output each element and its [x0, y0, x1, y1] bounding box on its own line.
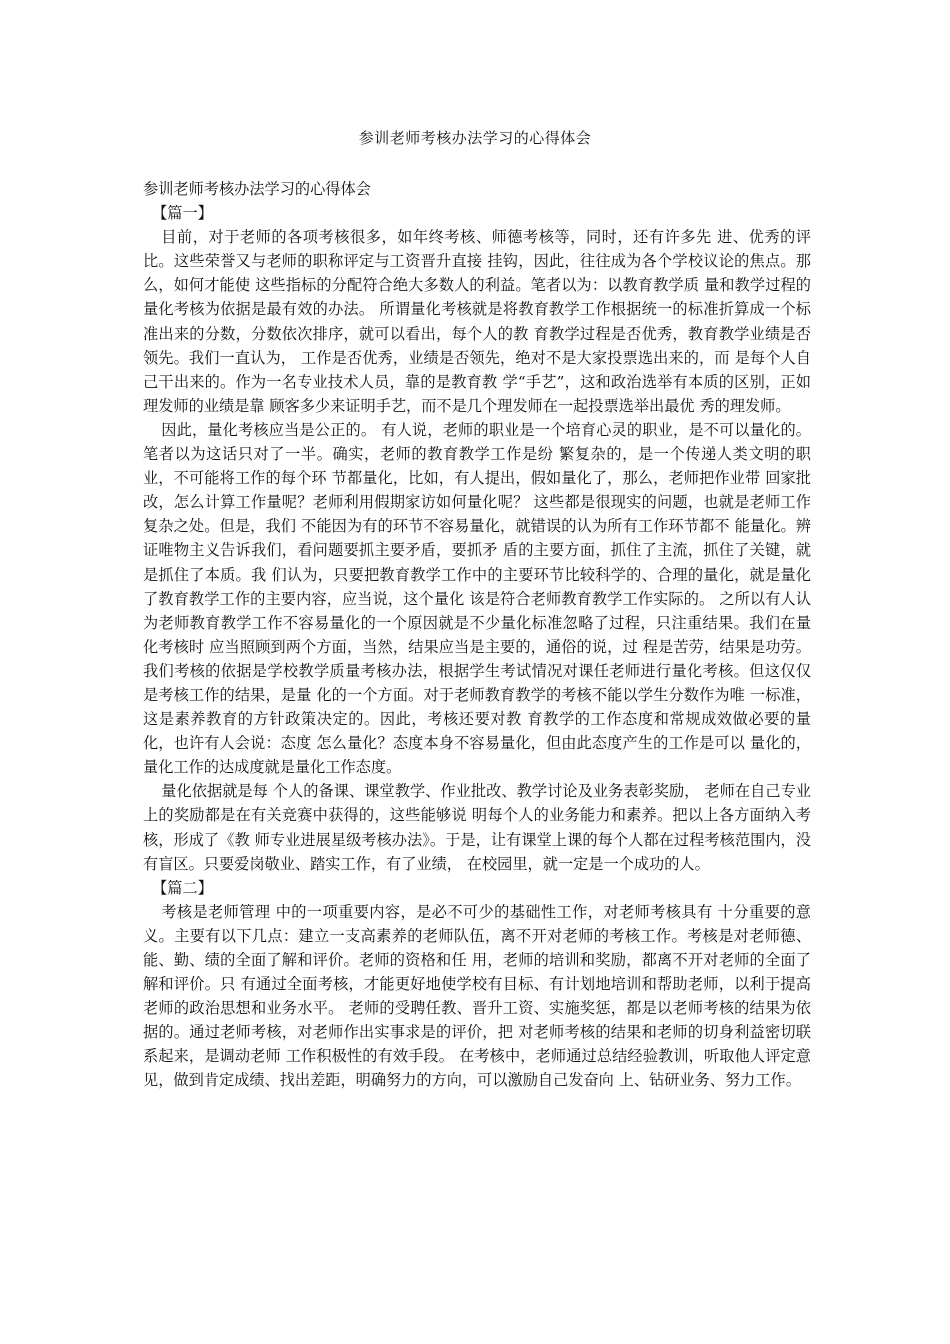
paragraph: 目前，对于老师的各项考核很多，如年终考核、师德考核等，同时，还有许多先 进、优秀的评比。这些荣誉又与老师的职称评定与工资晋升直接 挂钩，因此，往往成为各个学校议论的焦点。那么，如何才能使 这些指标的分配符合绝大多数人的利益。笔者以为：以教育教学质 量和教学过程的量化考核为依据是最有效的办法。 所谓量化考核就是将教育教学工作根据统一的标准折算成一个标准出来的分数，分数依次排序，就可以看出，每个人的教 育教学过程是否优秀，教育教学业绩是否领先。我们一直认为， 工作是否优秀，业绩是否领先，绝对不是大家投票选出来的，而 是每个人自己干出来的。作为一名专业技术人员，靠的是教育教 学“手艺”，这和政治选举有本质的区别，正如理发师的业绩是靠 顾客多少来证明手艺，而不是几个理发师在一起投票选举出最优 秀的理发师。	[143, 228, 811, 415]
document-body	[143, 177, 811, 1093]
paragraph: 考核是老师管理 中的一项重要内容，是必不可少的基础性工作，对老师考核具有 十分重要的意义。主要有以下几点：建立一支高素养的老师队伍，离不开对老师的考核工作。考核是对老师德、能、勤、绩的全面了解和评价。老师的资格和任 用，老师的培训和奖励，都离不开对老师的全面了解和评价。只 有通过全面考核，才能更好地使学校有目标、有计划地培训和帮助老师，以利于提高老师的政治思想和业务水平。 老师的受聘任教、晋升工资、实施奖惩，都是以老师考核的结果为依据的。通过老师考核，对老师作出实事求是的评价，把 对老师考核的结果和老师的切身利益密切联系起来，是调动老师 工作积极性的有效手段。 在考核中，老师通过总结经验教训，听取他人评定意见，做到肯定成绩、找出差距，明确努力的方向，可以激励自己发奋向 上、钻研业务、努力工作。	[143, 902, 811, 1090]
paragraph: 因此，量化考核应当是公正的。 有人说，老师的职业是一个培育心灵的职业，是不可以量化的。笔者以为这话只对了一半。确实，老师的教育教学工作是纷 繁复杂的，是一个传递人类文明的职业，不可能将工作的每个环 节都量化，比如，有人提出，假如量化了，那么，老师把作业带 回家批改，怎么计算工作量呢？老师利用假期家访如何量化呢？ 这些都是很现实的问题，也就是老师工作复杂之处。但是，我们 不能因为有的环节不容易量化，就错误的认为所有工作环节都不 能量化。辨证唯物主义告诉我们，看问题要抓主要矛盾，要抓矛 盾的主要方面，抓住了主流，抓住了关键，就是抓住了本质。我 们认为，只要把教育教学工作中的主要环节比较科学的、合理的量化，就是量化了教育教学工作的主要内容，应当说，这个量化 该是符合老师教育教学工作实际的。 之所以有人认为老师教育教学工作不容易量化的一个原因就是不少量化标准忽略了过程，只注重结果。我们在量化考核时 应当照顾到两个方面，当然，结果应当是主要的，通俗的说，过 程是苦劳，结果是功劳。 我们考核的依据是学校教学质量考核办法，根据学生考试情况对课任老师进行量化考核。但这仅仅是考核工作的结果，是量 化的一个方面。对于老师教育教学的考核不能以学生分数作为唯 一标准，这是素养教育的方针政策决定的。因此，考核还要对教 育教学的工作态度和常规成效做必要的量化，也许有人会说：态度 怎么量化？态度本身不容易量化，但由此态度产生的工作是可以 量化的，量化工作的达成度就是量化工作态度。	[143, 420, 811, 777]
paragraph: 量化依据就是每 个人的备课、课堂教学、作业批改、教学讨论及业务表彰奖励， 老师在自己专业上的奖励都是在有关竞赛中获得的，这些能够说 明每个人的业务能力和素养。把以上各方面纳入考核，形成了《教 师专业进展星级考核办法》。于是，让有课堂上课的每个人都在过程考核范围内，没有盲区。只要爱岗敬业、踏实工作，有了业绩， 在校园里，就一定是一个成功的人。	[143, 782, 811, 873]
section-heading-2: 【篇二】	[152, 878, 213, 897]
document-subtitle: 参训老师考核办法学习的心得体会	[143, 180, 371, 198]
document-title: 参训老师考核办法学习的心得体会	[358, 129, 592, 147]
section-heading-1: 【篇一】	[152, 204, 213, 223]
